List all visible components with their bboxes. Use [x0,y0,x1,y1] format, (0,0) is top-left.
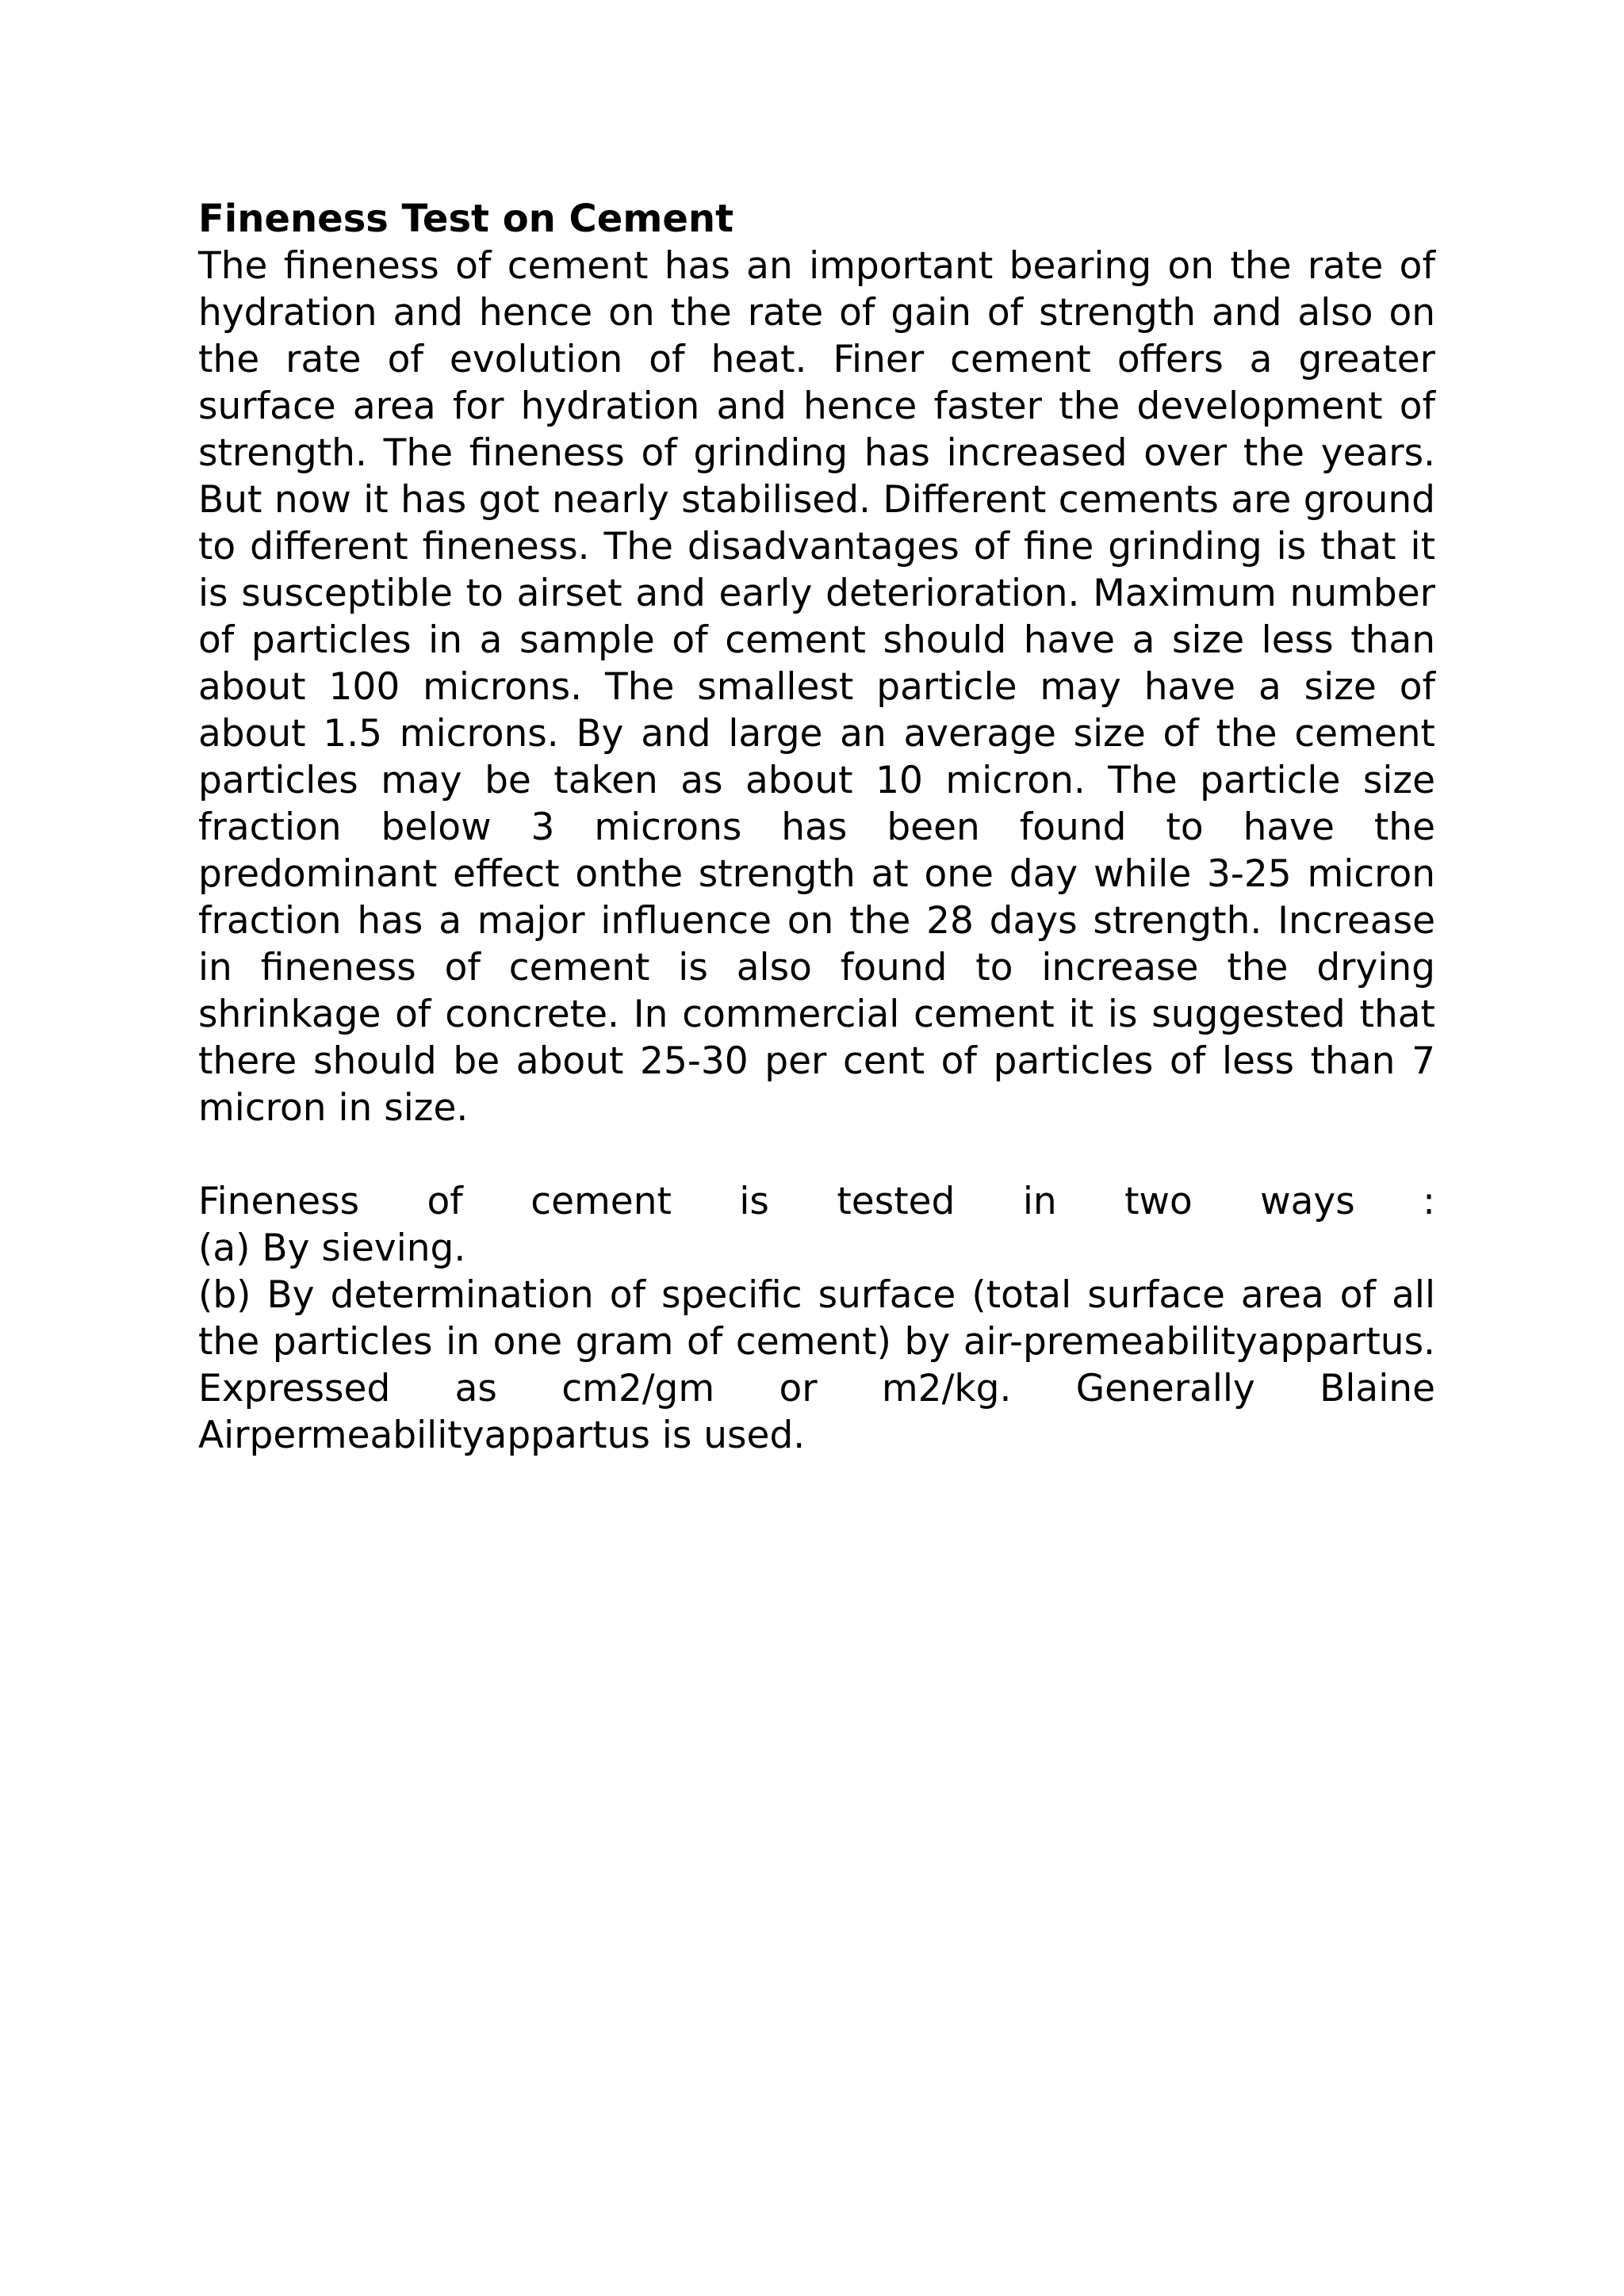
document-title: Fineness Test on Cement [198,197,734,241]
paragraph-fineness-overview: The fineness of cement has an important bearing on the rate of hydration and hence on the rate of gain of strength and also on the rate of evolution of heat. Finer cement offers a greater surface area for hydration and hence faster the development of strength. The fineness of grinding has increased over the years. But now it has got nearly stabilised. Different cements are ground to different fineness. The disadvantages of fine grinding is that it is susceptible to airset and early deterioration. Maximum number of particles in a sample of cement should have a size less than about 100 microns. The smallest particle may have a size of about 1.5 microns. By and large an average size of the cement particles may be taken as about 10 micron. The particle size fraction below 3 microns has been found to have the predominant effect onthe strength at one day while 3-25 micron fraction has a major influence on the 28 days strength. Increase in fineness of cement is also found to increase the drying shrinkage of concrete. In commercial cement it is suggested that there should be about 25-30 per cent of particles of less than 7 micron in size. [198,244,1435,1130]
document-page [198,196,1435,1459]
paragraph-spacer [198,1131,1435,1178]
ways-intro: Fineness of cement is tested in two ways : [198,1180,1435,1223]
way-b-specific-surface: (b) By determination of specific surface (total surface area of all the particles in one gram of cement) by air-premeabilityappartus. Expressed as cm2/gm or m2/kg. Generally Blaine Airpermeabilityappartus is used. [198,1273,1435,1457]
way-a-sieving: (a) By sieving. [198,1226,466,1270]
